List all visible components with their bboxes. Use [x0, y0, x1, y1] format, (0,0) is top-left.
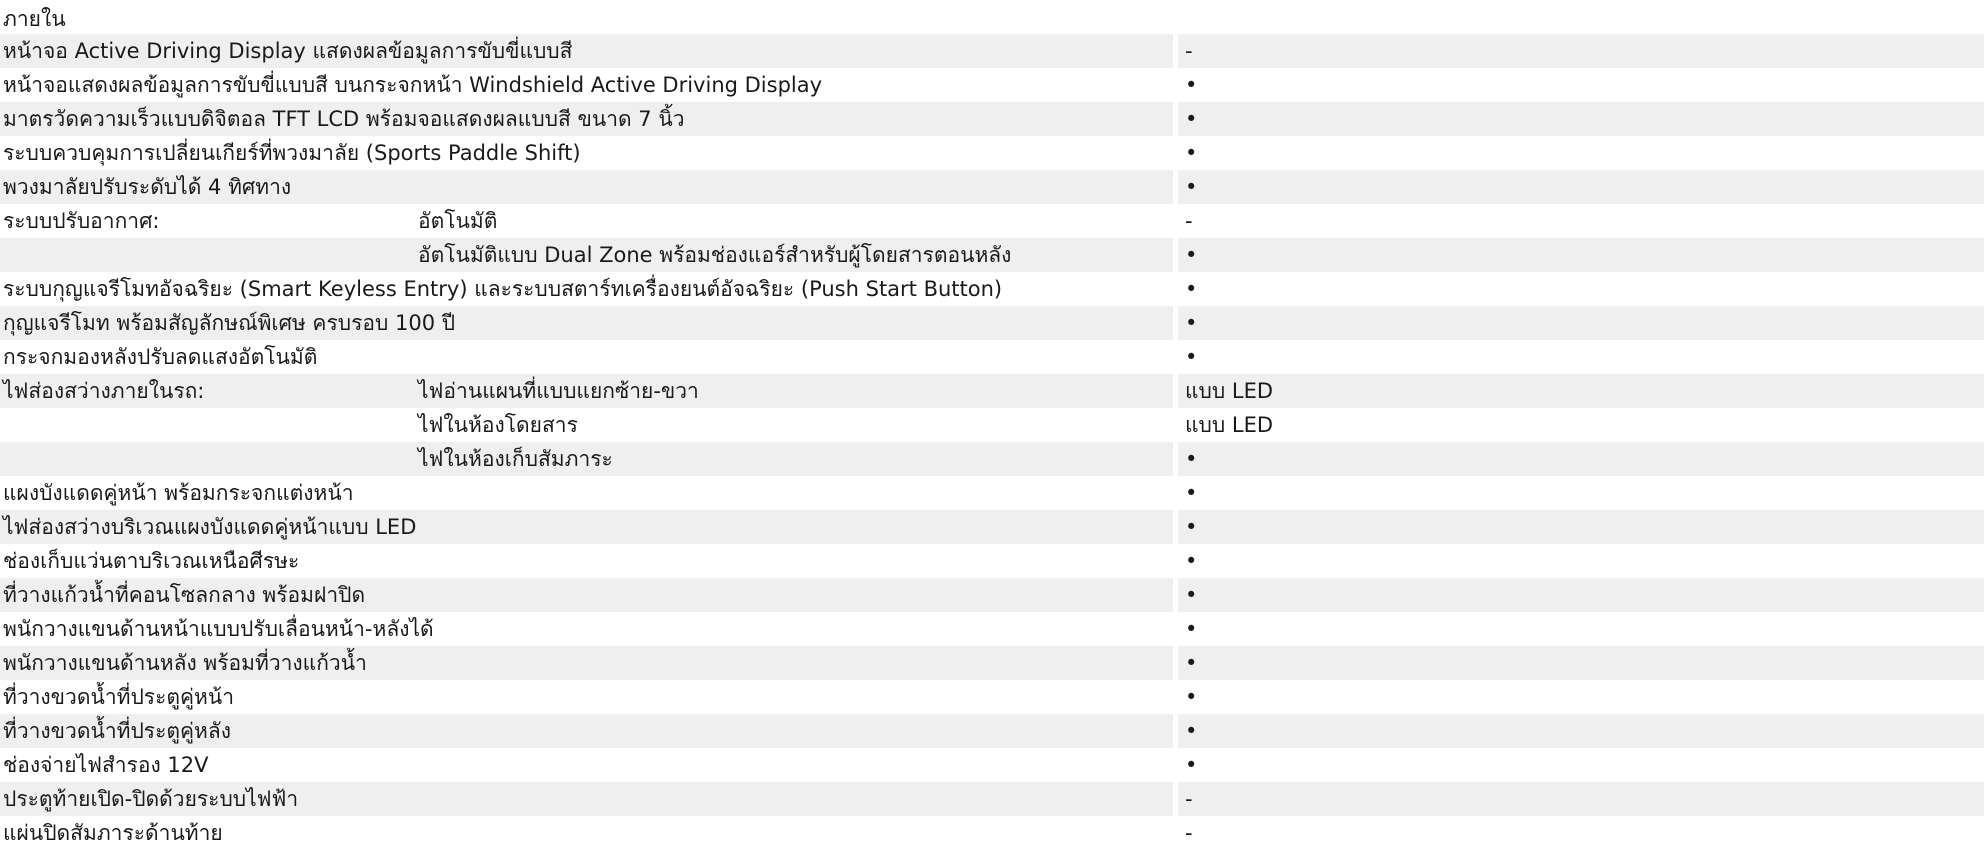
feature-sublabel: ไฟในห้องโดยสาร: [418, 413, 578, 437]
feature-label: [3, 442, 418, 476]
feature-value: •: [1178, 646, 1984, 680]
table-row: [0, 136, 1984, 170]
feature-value: แบบ LED: [1178, 408, 1984, 442]
table-row: [0, 170, 1984, 204]
feature-label: แผงบังแดดคู่หน้า พร้อมกระจกแต่งหน้า: [3, 481, 354, 505]
feature-label: ไฟส่องสว่างบริเวณแผงบังแดดคู่หน้าแบบ LED: [3, 515, 417, 539]
section-title-value-cell: [1178, 0, 1984, 34]
feature-sublabel: อัตโนมัติแบบ Dual Zone พร้อมช่องแอร์สำหรับผู้โดยสารตอนหลัง: [418, 243, 1012, 267]
feature-value: •: [1178, 68, 1984, 102]
feature-cell: [0, 68, 1173, 102]
feature-label: พวงมาลัยปรับระดับได้ 4 ทิศทาง: [3, 175, 292, 199]
feature-label: ที่วางแก้วน้ำที่คอนโซลกลาง พร้อมฝาปิด: [3, 583, 366, 607]
table-row: [0, 340, 1984, 374]
feature-label: มาตรวัดความเร็วแบบดิจิตอล TFT LCD พร้อมจอแสดงผลแบบสี ขนาด 7 นิ้ว: [3, 107, 685, 131]
feature-label: พนักวางแขนด้านหลัง พร้อมที่วางแก้วน้ำ: [3, 651, 367, 675]
table-row: [0, 102, 1984, 136]
feature-cell: [0, 238, 1173, 272]
table-row: [0, 442, 1984, 476]
feature-sublabel: อัตโนมัติ: [418, 209, 498, 233]
feature-label: ระบบกุญแจรีโมทอัจฉริยะ (Smart Keyless Entry) และระบบสตาร์ทเครื่องยนต์อัจฉริยะ (Push Start Button): [3, 277, 1003, 301]
feature-label: [3, 408, 418, 442]
table-row: [0, 204, 1984, 238]
feature-cell: [0, 170, 1173, 204]
feature-value: •: [1178, 306, 1984, 340]
table-row: [0, 34, 1984, 68]
table-row: [0, 238, 1984, 272]
feature-value: •: [1178, 238, 1984, 272]
table-row: [0, 306, 1984, 340]
feature-value: •: [1178, 680, 1984, 714]
feature-value: •: [1178, 102, 1984, 136]
feature-label: ที่วางขวดน้ำที่ประตูคู่หลัง: [3, 719, 231, 743]
feature-value: •: [1178, 748, 1984, 782]
table-row: [0, 68, 1984, 102]
feature-label: แผ่นปิดสัมภาระด้านท้าย: [3, 821, 223, 845]
feature-label: กุญแจรีโมท พร้อมสัญลักษณ์พิเศษ ครบรอบ 100 ปี: [3, 311, 456, 335]
feature-cell: [0, 340, 1173, 374]
feature-cell: [0, 34, 1173, 68]
table-row: [0, 374, 1984, 408]
feature-label: ช่องจ่ายไฟสำรอง 12V: [3, 753, 209, 777]
section-header-row: [0, 0, 1984, 34]
feature-cell: [0, 272, 1173, 306]
feature-value: •: [1178, 612, 1984, 646]
feature-label: ที่วางขวดน้ำที่ประตูคู่หน้า: [3, 685, 235, 709]
feature-label: ประตูท้ายเปิด-ปิดด้วยระบบไฟฟ้า: [3, 787, 299, 811]
feature-sublabel: ไฟในห้องเก็บสัมภาระ: [418, 447, 613, 471]
feature-value: •: [1178, 510, 1984, 544]
table-row: [0, 680, 1984, 714]
feature-value: •: [1178, 714, 1984, 748]
feature-value: -: [1178, 204, 1984, 238]
feature-cell: [0, 510, 1173, 544]
feature-value: •: [1178, 272, 1984, 306]
feature-cell: [0, 748, 1173, 782]
feature-cell: [0, 102, 1173, 136]
feature-label: หน้าจอ Active Driving Display แสดงผลข้อมูลการขับขี่แบบสี: [3, 39, 573, 63]
table-row: [0, 714, 1984, 748]
section-title-cell: [0, 0, 1173, 34]
section-title: ภายใน: [3, 7, 66, 31]
table-row: [0, 612, 1984, 646]
feature-cell: [0, 476, 1173, 510]
feature-value: •: [1178, 442, 1984, 476]
table-row: [0, 816, 1984, 850]
feature-cell: [0, 442, 1173, 476]
table-row: [0, 782, 1984, 816]
feature-cell: [0, 816, 1173, 850]
feature-label: [3, 238, 418, 272]
feature-cell: [0, 578, 1173, 612]
feature-cell: [0, 306, 1173, 340]
feature-label: กระจกมองหลังปรับลดแสงอัตโนมัติ: [3, 345, 318, 369]
feature-cell: [0, 612, 1173, 646]
feature-value: -: [1178, 782, 1984, 816]
feature-value: -: [1178, 34, 1984, 68]
feature-value: •: [1178, 136, 1984, 170]
feature-cell: [0, 374, 1173, 408]
feature-label: ระบบปรับอากาศ:: [3, 209, 160, 233]
feature-label: ไฟส่องสว่างภายในรถ:: [3, 379, 205, 403]
table-row: [0, 544, 1984, 578]
feature-cell: [0, 204, 1173, 238]
table-row: [0, 510, 1984, 544]
table-row: [0, 646, 1984, 680]
feature-value: •: [1178, 578, 1984, 612]
feature-value: -: [1178, 816, 1984, 850]
spec-rows: [0, 34, 1984, 850]
table-row: [0, 578, 1984, 612]
feature-sublabel: ไฟอ่านแผนที่แบบแยกซ้าย-ขวา: [418, 379, 699, 403]
feature-label: ช่องเก็บแว่นตาบริเวณเหนือศีรษะ: [3, 549, 300, 573]
feature-value: •: [1178, 544, 1984, 578]
feature-cell: [0, 136, 1173, 170]
table-row: [0, 408, 1984, 442]
feature-cell: [0, 544, 1173, 578]
feature-label: ระบบควบคุมการเปลี่ยนเกียร์ที่พวงมาลัย (Sports Paddle Shift): [3, 141, 581, 165]
feature-cell: [0, 408, 1173, 442]
feature-label: หน้าจอแสดงผลข้อมูลการขับขี่แบบสี บนกระจกหน้า Windshield Active Driving Display: [3, 73, 823, 97]
table-row: [0, 748, 1984, 782]
feature-label: พนักวางแขนด้านหน้าแบบปรับเลื่อนหน้า-หลังได้: [3, 617, 434, 641]
feature-cell: [0, 680, 1173, 714]
feature-cell: [0, 714, 1173, 748]
feature-cell: [0, 646, 1173, 680]
table-row: [0, 272, 1984, 306]
feature-cell: [0, 782, 1173, 816]
feature-value: •: [1178, 476, 1984, 510]
feature-value: •: [1178, 170, 1984, 204]
feature-value: แบบ LED: [1178, 374, 1984, 408]
feature-value: •: [1178, 340, 1984, 374]
table-row: [0, 476, 1984, 510]
